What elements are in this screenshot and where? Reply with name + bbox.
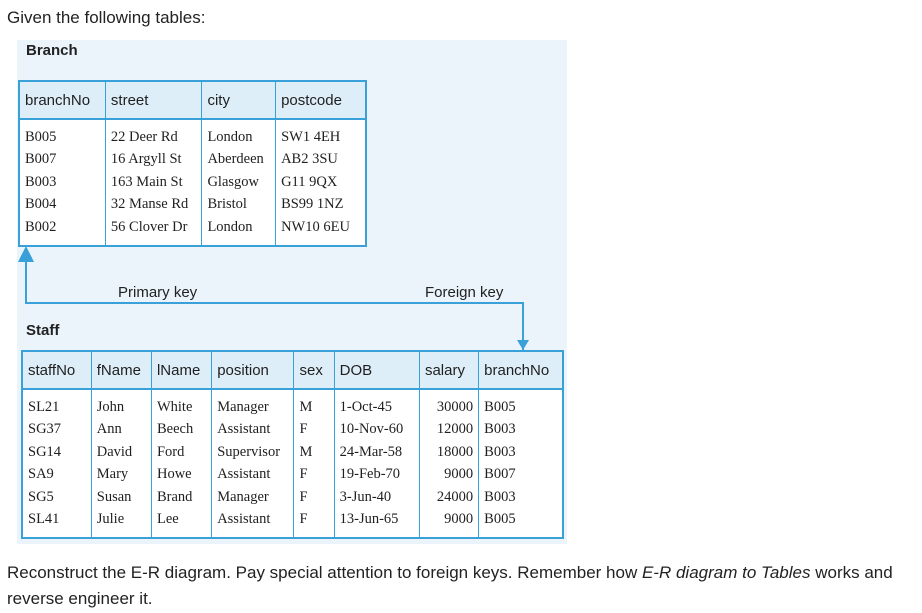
staff-cell: 10-Nov-60 <box>334 419 419 442</box>
staff-cell: B005 <box>479 509 563 539</box>
staff-cell: Manager <box>212 389 294 419</box>
staff-column-header: fName <box>91 351 151 389</box>
emphasis-text: E-R diagram to Tables <box>641 563 811 582</box>
staff-cell: Lee <box>151 509 211 539</box>
intro-text: Given the following tables: <box>7 8 206 27</box>
branch-cell: Aberdeen <box>202 149 276 172</box>
staff-table-row <box>22 441 563 464</box>
branch-cell: BS99 1NZ <box>276 194 366 217</box>
staff-cell: SL21 <box>28 398 60 415</box>
staff-column-header: staffNo <box>22 351 91 389</box>
staff-cell: Assistant <box>212 509 294 539</box>
branch-column-header: street <box>105 81 202 119</box>
branch-cell: 163 Main St <box>105 171 202 194</box>
branch-cell: NW10 6EU <box>276 216 366 246</box>
staff-column-header: DOB <box>334 351 419 389</box>
branch-cell: B004 <box>25 196 57 213</box>
branch-column-header: postcode <box>276 81 366 119</box>
branch-title: Branch <box>26 42 78 59</box>
branch-cell: 16 Argyll St <box>105 149 202 172</box>
branch-cell: London <box>202 216 276 246</box>
primary-key-arrowhead <box>20 247 32 258</box>
staff-table-row <box>22 389 563 419</box>
primary-key-label: Primary key <box>118 284 198 301</box>
branch-cell: B005 <box>25 128 57 145</box>
staff-cell: B003 <box>479 419 563 442</box>
staff-cell: B003 <box>479 441 563 464</box>
staff-column-header: branchNo <box>479 351 563 389</box>
staff-cell: 1-Oct-45 <box>334 389 419 419</box>
staff-cell: Ford <box>151 441 211 464</box>
branch-cell: Glasgow <box>202 171 276 194</box>
staff-cell: SG5 <box>28 488 54 505</box>
staff-cell: 12000 <box>419 419 478 442</box>
primary-key-arrow <box>26 254 523 350</box>
staff-cell: B005 <box>479 389 563 419</box>
branch-cell: 32 Manse Rd <box>105 194 202 217</box>
staff-cell: M <box>294 389 334 419</box>
staff-cell: Ann <box>91 419 151 442</box>
branch-cell: G11 9QX <box>276 171 366 194</box>
staff-cell: 13-Jun-65 <box>334 509 419 539</box>
staff-cell: 24000 <box>419 486 478 509</box>
staff-column-header: position <box>212 351 294 389</box>
staff-cell: F <box>294 509 334 539</box>
staff-cell: Assistant <box>212 464 294 487</box>
branch-cell: 56 Clover Dr <box>105 216 202 246</box>
branch-column-header: branchNo <box>19 81 105 119</box>
staff-table-row <box>22 486 563 509</box>
branch-column-header: city <box>202 81 276 119</box>
staff-table-row <box>22 419 563 442</box>
staff-cell: 9000 <box>419 464 478 487</box>
staff-cell: 24-Mar-58 <box>334 441 419 464</box>
staff-column-header: sex <box>294 351 334 389</box>
branch-cell: B003 <box>25 173 57 190</box>
staff-table <box>21 350 564 539</box>
staff-cell: B003 <box>479 486 563 509</box>
foreign-key-arrowhead <box>517 340 529 350</box>
staff-column-header: lName <box>151 351 211 389</box>
staff-cell: Susan <box>91 486 151 509</box>
staff-cell: 9000 <box>419 509 478 539</box>
instructions-text: Reconstruct the E-R diagram. Pay special attention to foreign keys. Remember how E-R diagram to Tables works and reverse engineer it. <box>7 563 893 608</box>
staff-cell: 30000 <box>419 389 478 419</box>
branch-cell: London <box>202 119 276 149</box>
staff-cell: White <box>151 389 211 419</box>
staff-cell: David <box>91 441 151 464</box>
staff-title: Staff <box>26 322 60 339</box>
staff-cell: 18000 <box>419 441 478 464</box>
staff-column-header: salary <box>419 351 478 389</box>
staff-cell: Mary <box>91 464 151 487</box>
staff-cell: Supervisor <box>212 441 294 464</box>
staff-cell: F <box>294 419 334 442</box>
staff-cell: 19-Feb-70 <box>334 464 419 487</box>
staff-cell: SG37 <box>28 421 62 438</box>
staff-cell: F <box>294 464 334 487</box>
staff-cell: SL41 <box>28 511 60 528</box>
staff-cell: John <box>91 389 151 419</box>
staff-cell: SG14 <box>28 443 62 460</box>
staff-table-row <box>22 509 563 539</box>
branch-cell: Bristol <box>202 194 276 217</box>
staff-cell: Manager <box>212 486 294 509</box>
branch-cell: B002 <box>25 218 57 235</box>
staff-cell: SA9 <box>28 466 54 483</box>
staff-cell: Brand <box>151 486 211 509</box>
staff-table-row <box>22 464 563 487</box>
foreign-key-label: Foreign key <box>425 284 504 301</box>
staff-cell: B007 <box>479 464 563 487</box>
branch-cell: SW1 4EH <box>276 119 366 149</box>
branch-cell: 22 Deer Rd <box>105 119 202 149</box>
staff-cell: Julie <box>91 509 151 539</box>
branch-cell: B007 <box>25 151 57 168</box>
staff-cell: Beech <box>151 419 211 442</box>
staff-cell: Howe <box>151 464 211 487</box>
staff-cell: Assistant <box>212 419 294 442</box>
branch-cell: AB2 3SU <box>276 149 366 172</box>
staff-cell: M <box>294 441 334 464</box>
staff-cell: 3-Jun-40 <box>334 486 419 509</box>
staff-cell: F <box>294 486 334 509</box>
